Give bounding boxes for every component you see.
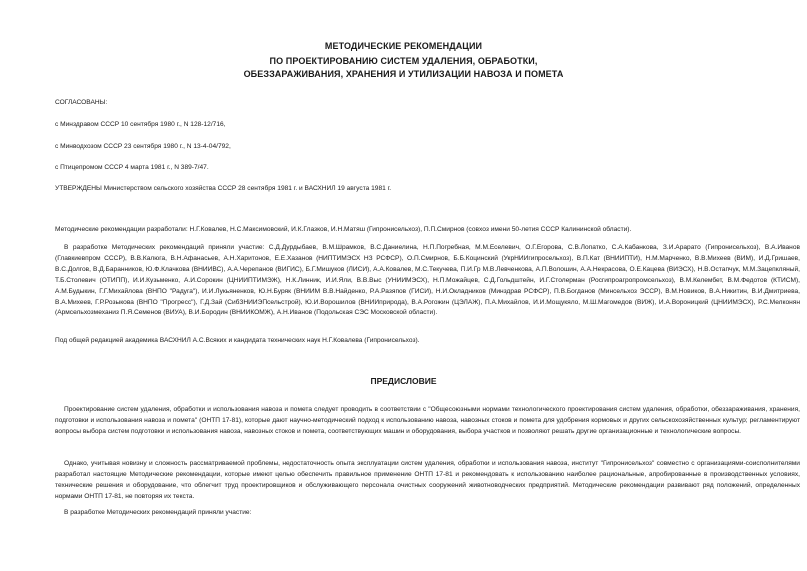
developers-paragraph: Методические рекомендации разработали: Н.Г.Ковалев, Н.С.Максимовский, И.К.Глазков, И.Н.Матяш (Гипронисельхоз), П.П.Смирнов (совхоз имени 50-летия СССР Калининской области). <box>55 226 632 233</box>
approved-statement: УТВЕРЖДЕНЫ Министерством сельского хозяйства СССР 28 сентября 1981 г. и ВАСХНИЛ 19 августа 1981 г. <box>55 185 392 192</box>
title-line-2: ПО ПРОЕКТИРОВАНИЮ СИСТЕМ УДАЛЕНИЯ, ОБРАБОТКИ, <box>269 56 538 66</box>
title-line-3: ОБЕЗЗАРАЖИВАНИЯ, ХРАНЕНИЯ И УТИЛИЗАЦИИ НАВОЗА И ПОМЕТА <box>243 69 564 79</box>
title-line-1: МЕТОДИЧЕСКИЕ РЕКОМЕНДАЦИИ <box>324 41 483 51</box>
preface-paragraph-1: Проектирование систем удаления, обработки и использования навоза и помета следует проводить в соответствии с "Общесоюзными нормами технологического проектирования систем удаления, обработки, обеззараживания, хранения, подготовки и использования навоза и помета" (ОНТП 17-81), которые дают научно-методический подход к использованию навоза, навозных стоков и помета для удобрения кормовых и других сельскохозяйственных культур; регламентируют вопросы выбора систем подготовки и использования навоза, навозных стоков и помета, соответствующих машин и оборудования, выбора участков и позволяют решать другие организационные и технологические вопросы. <box>55 406 800 435</box>
approvals-header: СОГЛАСОВАНЫ: <box>55 99 108 106</box>
preface-paragraph-3: В разработке Методических рекомендаций приняли участие: <box>64 509 252 516</box>
preface-paragraph-2: Однако, учитывая новизну и сложность рассматриваемой проблемы, недостаточность опыта эксплуатации систем удаления, обработки и использования навоза, институт "Гипронисельхоз" совместно с организациями-соисполнителями разработал настоящие Методические рекомендации, которые имеют целью обеспечить правильное применение ОНТП 17-81 и рекомендовать к использованию наиболее рациональные, апробированные в производственных условиях, технические решения и оборудование, что облегчит труд проектировщиков и обслуживающего персонала очистных сооружений животноводческих предприятий. Методические рекомендации развивают ряд положений, определенных нормами ОНТП 17-81, не повторяя их текста. <box>55 460 800 500</box>
participants-paragraph: В разработке Методических рекомендаций приняли участие: С.Д.Дурдыбаев, В.М.Шрамков, В.С.Даниелина, Н.П.Погребная, М.М.Еселевич, О.Г.Егорова, С.В.Лопатко, С.А.Кабанкова, З.И.Арарато (Гипронисельхоз), В.А.Иванов (Главкиевпром СССР), В.В.Калюга, В.Н.Афанасьев, А.Н.Харитонов, Е.Е.Хазанов (НИПТИМЭСХ НЗ РСФСР), О.П.Смирнов, Б.Б.Коцинский (УкрНИИгипросельхоз), В.П.Кат (ВНИИПТИ), Н.М.Марченко, В.В.Михеев (ВИМ), И.Д.Гришаев, В.С.Долгов, В.Д.Баранников, Ю.Ф.Клачкова (ВНИИВС), А.А.Черепанов (ВИГИС), Б.Г.Мишуков (ЛИСИ), А.А.Ковалев, М.С.Текучева, П.И.Гр М.В.Левченкова, А.П.Волошин, А.А.Некрасова, О.Е.Кацева (ВИЭСХ), Н.В.Остапчук, М.М.Зацепкляный, Т.Б.Столевич (ОТИПП), И.И.Кузьменко, А.И.Сорокин (ЦНИИПТИМЭЖ), Н.К.Линник, И.И.Яли, В.В.Выс (УНИИМЭСХ), Н.П.Можайцев, С.Д.Гольдштейн, И.Г.Столерман (Росгипроагропромсельхоз), В.М.Келембет, В.М.Федотов (КТИСМ), А.М.Будыкин, Г.Г.Михайлова (ВНПО "Радуга"), И.И.Лукьяненков, Ю.Н.Буряк (ВНИИМ В.В.Найденко, Р.А.Разяпов (ГИСИ), Н.И.Окладников (Минздрав РСФСР), П.В.Богданов (Минсельхоз ЭССР), В.М.Новиков, В.А.Никитин, В.И.Дмитриева, В.А.Михеев, Г.Р.Розыкова (ВНПО "Прогресс"), Г.Д.Зай (СибЗНИИЭПсельстрой), Ю.И.Ворошилов (ВНИИприрода), В.А.Рогожин (ЦЭЛАЖ), П.А.Михайлов, И.И.Мощукяло, М.Ш.Магомедов (ВИЖ), И.А.Вороницкий (ЦНИИМЭСХ), Р.С.Мелконян (Армсельхозмеханиз П.Я.Семенов (ВИУА), В.И.Бородин (ВНИИКОМЖ), А.Н.Иванов (Подольская СЭС Московской области). <box>55 244 800 317</box>
approval-minvodkhoz: с Минводхозом СССР 23 сентября 1980 г., N 13-4-04/792, <box>55 143 231 150</box>
preface-heading: ПРЕДИСЛОВИЕ <box>370 376 437 386</box>
approval-ptitseprom: с Птицепромом СССР 4 марта 1981 г., N 389-7/47. <box>55 164 209 171</box>
editor-statement: Под общей редакцией академика ВАСХНИЛ А.С.Всяких и кандидата технических наук Н.Г.Ковалева (Гипронисельхоз). <box>55 337 420 344</box>
approval-minzdrav: с Минздравом СССР 10 сентября 1980 г., N 128-12/716, <box>55 121 226 128</box>
